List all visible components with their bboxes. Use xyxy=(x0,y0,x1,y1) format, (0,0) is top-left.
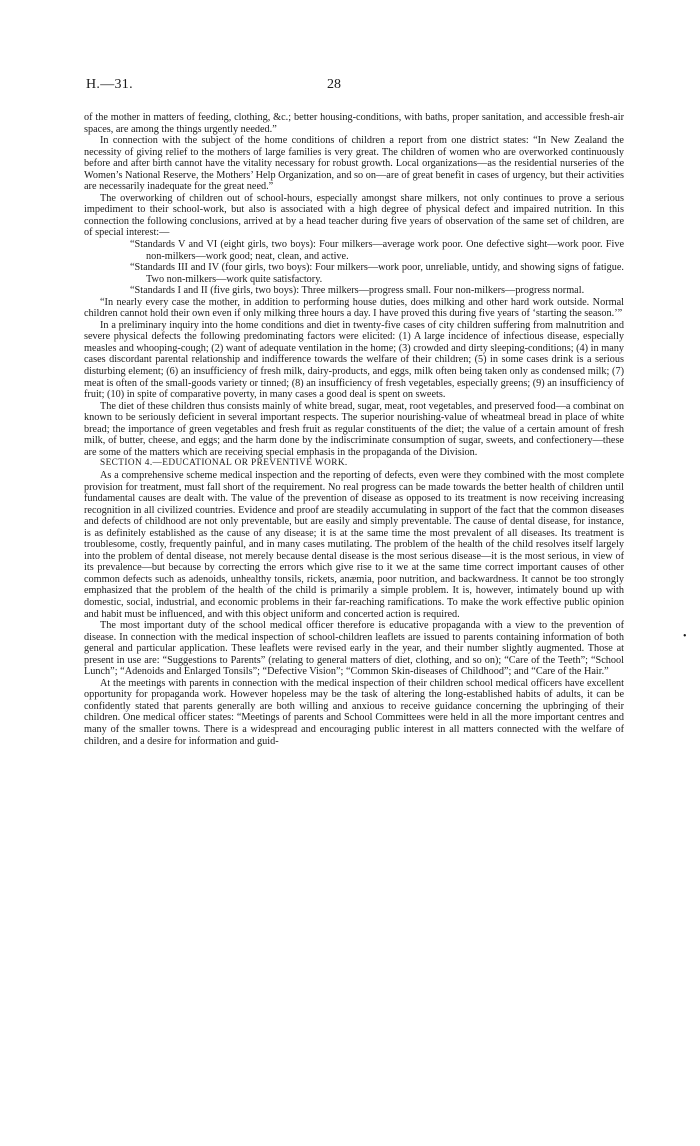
paragraph: The overworking of children out of school-hours, especially amongst share milkers, not only continues to prove a serious impediment to their school-work, but also is associated with a high degree of physical defect and impaired nutrition. In this connection the following conclusions, arrived at by a head teacher during five years of observation of the same set of children, are of special interest:— xyxy=(84,192,624,239)
paragraph: of the mother in matters of feeding, clothing, &c.; better housing-conditions, with baths, proper sanitation, and accessible fresh-air spaces, are among the things urgently needed.” xyxy=(84,112,624,135)
page-number: 28 xyxy=(327,77,341,92)
paragraph: In connection with the subject of the home conditions of children a report from one district states: “In New Zealand the necessity of giving relief to the mothers of large families is very great. The children of women who are overworked continuously before and after birth cannot have the vitality necessary for robust growth. Local organizations—as the residential nurseries of the Women’s National Reserve, the Mothers’ Help Organization, and so on—are of great benefit in cases of urgency, but their activities are necessarily inadequate for the great need.” xyxy=(84,135,624,193)
section-heading: SECTION 4.—EDUCATIONAL OR PREVENTIVE WORK. xyxy=(100,458,348,469)
quoted-standard-item: “Standards I and II (five girls, two boys): Three milkers—progress small. Four non-milkers—progress normal. xyxy=(130,285,585,297)
document-body xyxy=(84,112,624,747)
paragraph: The most important duty of the school medical officer therefore is educative propaganda with a view to the prevention of disease. In connection with the medical inspection of school-children leaflets are issued to parents containing information of both general and particular application. These leaflets were revised early in the year, and their number slightly augmented. Those at present in use are: “Suggestions to Parents” (relating to general matters of diet, clothing, and so on); “Care of the Teeth”; “School Lunch”; “Adenoids and Enlarged Tonsils”; “Defective Vision”; “Common Skin-diseases of Childhood”; and “Care of the Hair.” xyxy=(84,620,624,678)
paragraph: The diet of these children thus consists mainly of white bread, sugar, meat, root vegetables, and preserved food—a combinat on known to be seriously deficient in several important respects. The superior nourishing-value of wheatmeal bread in place of white bread; the importance of green vegetables and fresh fruit as regular constituents of the diet; the value of a certain amount of fresh milk, of butter, cheese, and eggs; and the harm done by the indiscriminate consumption of sugar, sweets, and confectionery—these are some of the matters which are receiving special emphasis in the propaganda of the Division. xyxy=(84,400,624,458)
quoted-standard-item: “Standards V and VI (eight girls, two boys): Four milkers—average work poor. One defective sight—work poor. Five non-milkers—work good; neat, clean, and active. xyxy=(130,239,624,262)
paragraph: In a preliminary inquiry into the home conditions and diet in twenty-five cases of city children suffering from malnutrition and severe physical defects the following predominating factors were elicited: (1) A large incidence of infectious disease, especially measles and whooping-cough; (2) want of adequate ventilation in the home; (3) crowded and dirty sleeping-conditions; (4) in many cases discordant parental relationship and indifference towards the welfare of their children; (5) in some cases drink is a serious disturbing element; (6) an insufficiency of fresh milk, dairy-products, and eggs, milk often being taken only as condensed milk; (7) meat is often of the small-goods variety or tinned; (8) an insufficiency of fresh vegetables, especially greens; (9) an insufficiency of fruit; (10) in spite of comparative poverty, in many cases a good deal is spent on sweets. xyxy=(84,319,624,401)
paragraph: As a comprehensive scheme medical inspection and the reporting of defects, even were they combined with the most complete provision for treatment, must fall short of the requirement. No real progress can be made towards the better health of children until fundamental causes are dealt with. The value of the prevention of disease as opposed to its treatment is now receiving increasing recognition in all civilized countries. Evidence and proof are steadily accumulating in support of the fact that the common diseases and defects of childhood are not only preventable, but are easily and simply preventable. The cause of dental disease, for instance, is as definitely established as the cause of any disease; it is at the same time the most prevalent of all diseases. Its treatment is troublesome, costly, frequently painful, and in many cases mutilating. The problem of the health of the child resolves itself largely into the problem of dental disease, not merely because dental disease is the most serious disease—it is the most serious, in view of its prevalence—but because by correcting the errors which give rise to it we at the same time correct important causes of other common defects such as adenoids, unhealthy tonsils, rickets, anæmia, poor nutrition, and backwardness. It cannot be too strongly emphasized that the problem of the health of the child is primarily a simple problem. It is, however, intimately bound up with domestic, social, industrial, and economic problems in their far-reaching ramifications. To make the work effective public opinion and habit must be influenced, and with this object uniform and concerted action is required. xyxy=(84,469,624,620)
paragraph: “In nearly every case the mother, in addition to performing house duties, does milking and other hard work outside. Normal children cannot hold their own even if only milking three hours a day. I have proved this during five years of ‘starting the season.’” xyxy=(84,296,624,320)
paragraph: At the meetings with parents in connection with the medical inspection of their children school medical officers have excellent opportunity for propaganda work. However hopeless may be the task of altering the long-established habits of adults, it can be confidently stated that parents generally are both willing and anxious to receive guidance concerning the upbringing of their children. One medical officer states: “Meetings of parents and School Committees were held in all the more important centres and many of the smaller towns. There is a widespread and encouraging public interest in all matters connected with the welfare of children, and a desire for information and guid- xyxy=(84,677,624,747)
margin-mark: • xyxy=(683,631,687,642)
report-reference: H.—31. xyxy=(86,77,133,92)
quoted-standard-item: “Standards III and IV (four girls, two boys): Four milkers—work poor, unreliable, untidy, and showing signs of fatigue. Two non-milkers—work quite satisfactory. xyxy=(130,262,624,285)
